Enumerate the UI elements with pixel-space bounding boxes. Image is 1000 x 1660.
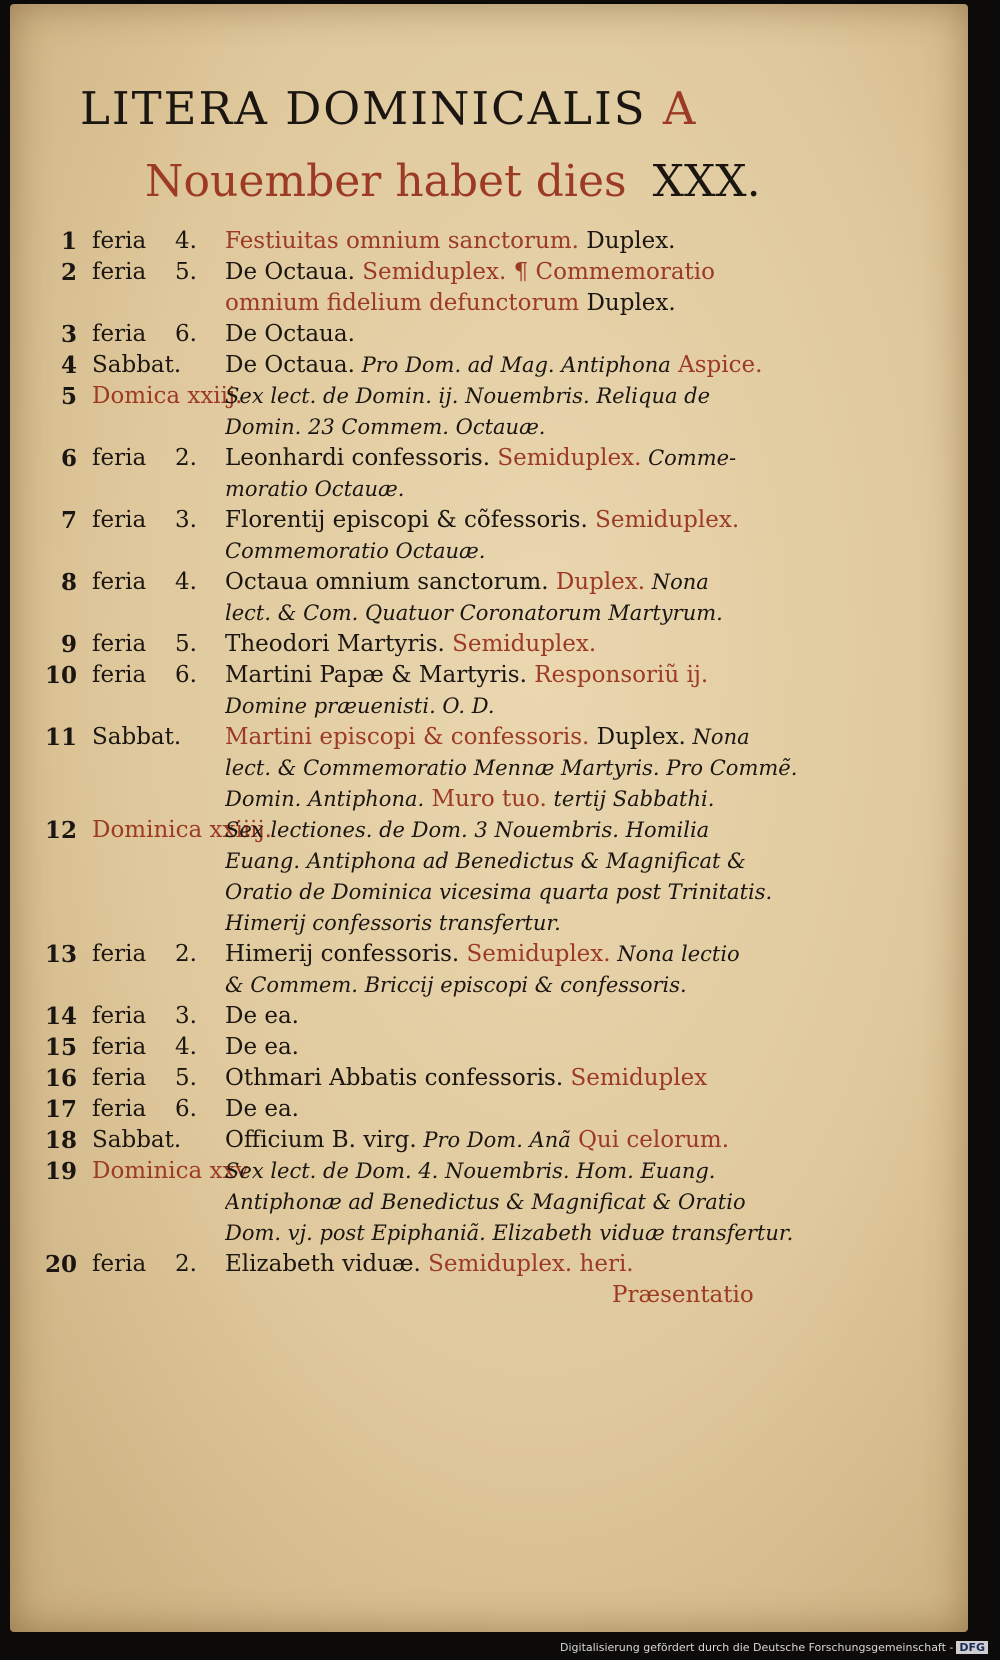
text-segment: Responsoriũ ij. xyxy=(526,662,709,688)
calendar-entry xyxy=(10,319,968,350)
text-segment: Nona lectio xyxy=(610,942,740,966)
entry-text xyxy=(225,350,948,381)
entry-line xyxy=(10,784,968,815)
entry-text xyxy=(225,1249,948,1280)
day-number: 9 xyxy=(60,631,77,658)
entry-line xyxy=(10,288,968,319)
entry-text xyxy=(225,1063,948,1094)
weekday-number: 3. xyxy=(175,507,197,533)
text-segment: Festiuitas omnium sanctorum. xyxy=(225,228,579,254)
text-segment: lect. & Com. Quatuor Coronatorum Martyrum. xyxy=(225,601,723,625)
text-segment: tertij Sabbathi. xyxy=(546,787,715,811)
entry-text xyxy=(225,846,948,877)
text-segment: Domine præuenisti. O. D. xyxy=(225,694,495,718)
day-number: 13 xyxy=(44,941,77,968)
entry-line xyxy=(10,226,968,257)
entry-text xyxy=(225,536,948,567)
weekday-label: feria xyxy=(92,569,147,595)
calendar-entry xyxy=(10,660,968,722)
weekday-number: 6. xyxy=(175,1096,197,1122)
entry-line xyxy=(10,1032,968,1063)
entry-line xyxy=(10,939,968,970)
text-segment: moratio Octauæ. xyxy=(225,477,405,501)
text-segment: De Octaua. xyxy=(225,321,355,347)
weekday-label: feria xyxy=(92,941,147,967)
entry-text xyxy=(225,226,948,257)
weekday-label: feria xyxy=(92,1065,147,1091)
entry-line xyxy=(10,722,968,753)
calendar-entry xyxy=(10,939,968,1001)
text-segment: Sex lect. de Domin. ij. Nouembris. Reliqua de xyxy=(225,384,711,408)
entry-line xyxy=(10,1001,968,1032)
entry-text xyxy=(225,381,948,412)
weekday-label: feria xyxy=(92,445,147,471)
month-title: Nouember habet dies xyxy=(145,156,627,207)
day-number: 19 xyxy=(44,1158,77,1185)
entry-text xyxy=(225,257,948,288)
text-segment: Duplex. xyxy=(579,290,676,316)
entry-line xyxy=(10,1125,968,1156)
footer-text: Digitalisierung gefördert durch die Deutsche Forschungsgemeinschaft - xyxy=(560,1641,954,1654)
calendar-entries xyxy=(10,226,968,1280)
text-segment: omnium fidelium defunctorum xyxy=(225,290,580,316)
entry-line xyxy=(10,1156,968,1187)
calendar-entry xyxy=(10,226,968,257)
calendar-entry xyxy=(10,505,968,567)
weekday-number: 2. xyxy=(175,941,197,967)
weekday-label: feria xyxy=(92,1003,147,1029)
entry-text xyxy=(225,753,948,784)
weekday-number: 3. xyxy=(175,1003,197,1029)
calendar-entry xyxy=(10,1125,968,1156)
day-number: 18 xyxy=(44,1127,77,1154)
weekday-number: 4. xyxy=(175,228,197,254)
entry-line xyxy=(10,970,968,1001)
book-page xyxy=(10,4,968,1632)
text-segment: Semiduplex. xyxy=(490,445,642,471)
calendar-entry xyxy=(10,350,968,381)
weekday-label: feria xyxy=(92,662,147,688)
day-number: 6 xyxy=(60,445,77,472)
text-segment: Domin. 23 Commem. Octauæ. xyxy=(225,415,546,439)
entry-text xyxy=(225,908,948,939)
text-segment: Comme- xyxy=(641,446,737,470)
entry-line xyxy=(10,505,968,536)
weekday-number: 2. xyxy=(175,1251,197,1277)
text-segment: Nona xyxy=(645,570,709,594)
entry-text xyxy=(225,815,948,846)
entry-line xyxy=(10,1063,968,1094)
text-segment: Theodori Martyris. xyxy=(225,631,445,657)
calendar-entry xyxy=(10,629,968,660)
weekday-label: feria xyxy=(92,321,147,347)
weekday-number: 4. xyxy=(175,1034,197,1060)
footer-credit xyxy=(560,1641,990,1654)
calendar-entry xyxy=(10,1001,968,1032)
entry-line xyxy=(10,877,968,908)
text-segment: Euang. Antiphona ad Benedictus & Magnificat & xyxy=(225,849,746,873)
day-number: 12 xyxy=(44,817,77,844)
entry-line xyxy=(10,257,968,288)
text-segment: Officium B. virg. xyxy=(225,1127,417,1153)
entry-line xyxy=(10,691,968,722)
entry-text xyxy=(225,1001,948,1032)
text-segment: Martini Papæ & Martyris. xyxy=(225,662,527,688)
entry-text xyxy=(225,1156,948,1187)
day-number: 7 xyxy=(60,507,77,534)
calendar-entry xyxy=(10,1156,968,1249)
catchword: Præsentatio xyxy=(612,1282,754,1308)
weekday-label: Sabbat. xyxy=(92,352,182,378)
day-count: XXX. xyxy=(652,156,761,207)
calendar-entry xyxy=(10,381,968,443)
calendar-entry xyxy=(10,443,968,505)
entry-text xyxy=(225,567,948,598)
text-segment: Oratio de Dominica vicesima quarta post Trinitatis. xyxy=(225,880,773,904)
day-number: 16 xyxy=(44,1065,77,1092)
entry-text xyxy=(225,412,948,443)
text-segment: De ea. xyxy=(225,1003,299,1029)
day-number: 4 xyxy=(60,352,77,379)
text-segment: Florentij episcopi & cõfessoris. xyxy=(225,507,588,533)
text-segment: Muro tuo. xyxy=(424,786,547,812)
weekday-label: Dominica xxv xyxy=(92,1158,249,1184)
entry-line xyxy=(10,536,968,567)
entry-text xyxy=(225,784,948,815)
entry-text xyxy=(225,1125,948,1156)
entry-text xyxy=(225,1187,948,1218)
day-number: 2 xyxy=(60,259,77,286)
weekday-number: 5. xyxy=(175,259,197,285)
text-segment: Himerij confessoris. xyxy=(225,941,460,967)
page-header xyxy=(80,82,960,135)
text-segment: Himerij confessoris transfertur. xyxy=(225,911,561,935)
text-segment: Elizabeth viduæ. xyxy=(225,1251,421,1277)
calendar-entry xyxy=(10,1032,968,1063)
month-heading xyxy=(145,156,965,207)
text-segment: Dom. vj. post Epiphaniã. Elizabeth viduæ transfertur. xyxy=(225,1221,794,1245)
weekday-label: Dominica xxiiij. xyxy=(92,817,272,843)
text-segment: Sex lectiones. de Dom. 3 Nouembris. Homilia xyxy=(225,818,710,842)
entry-line xyxy=(10,598,968,629)
entry-line xyxy=(10,1218,968,1249)
weekday-number: 5. xyxy=(175,1065,197,1091)
entry-line xyxy=(10,567,968,598)
dominical-letter: A xyxy=(662,82,698,135)
weekday-label: feria xyxy=(92,259,147,285)
weekday-label: feria xyxy=(92,1096,147,1122)
entry-line xyxy=(10,443,968,474)
calendar-entry xyxy=(10,722,968,815)
text-segment: Duplex. xyxy=(589,724,686,750)
day-number: 1 xyxy=(60,228,77,255)
entry-text xyxy=(225,877,948,908)
text-segment: Pro Dom. Anã xyxy=(416,1128,571,1152)
calendar-entry xyxy=(10,257,968,319)
entry-line xyxy=(10,629,968,660)
entry-line xyxy=(10,319,968,350)
weekday-label: feria xyxy=(92,507,147,533)
entry-text xyxy=(225,598,948,629)
entry-line xyxy=(10,474,968,505)
text-segment: Semiduplex. xyxy=(587,507,740,533)
entry-text xyxy=(225,691,948,722)
entry-line xyxy=(10,815,968,846)
text-segment: Semiduplex. xyxy=(459,941,611,967)
text-segment: Duplex. xyxy=(548,569,646,595)
weekday-number: 6. xyxy=(175,321,197,347)
text-segment: Pro Dom. ad Mag. Antiphona xyxy=(354,353,671,377)
entry-line xyxy=(10,1187,968,1218)
entry-line xyxy=(10,1094,968,1125)
weekday-label: feria xyxy=(92,1251,147,1277)
text-segment: lect. & Commemoratio Mennæ Martyris. Pro Commẽ. xyxy=(225,756,798,780)
weekday-number: 4. xyxy=(175,569,197,595)
entry-text xyxy=(225,970,948,1001)
entry-text xyxy=(225,660,948,691)
entry-line xyxy=(10,908,968,939)
day-number: 11 xyxy=(44,724,77,751)
calendar-entry xyxy=(10,1063,968,1094)
calendar-entry xyxy=(10,1249,968,1280)
header-title: LITERA DOMINICALIS xyxy=(80,82,647,135)
text-segment: Qui celorum. xyxy=(570,1127,730,1153)
entry-text xyxy=(225,505,948,536)
entry-line xyxy=(10,846,968,877)
entry-line xyxy=(10,1249,968,1280)
weekday-number: 2. xyxy=(175,445,197,471)
weekday-label: Sabbat. xyxy=(92,1127,182,1153)
day-number: 8 xyxy=(60,569,77,596)
day-number: 17 xyxy=(44,1096,77,1123)
entry-text xyxy=(225,1218,948,1249)
entry-line xyxy=(10,350,968,381)
text-segment: De Octaua. xyxy=(225,352,355,378)
text-segment: Martini episcopi & confessoris. xyxy=(225,724,590,750)
text-segment: Duplex. xyxy=(578,228,676,254)
weekday-label: Domica xxiij. xyxy=(92,383,243,409)
calendar-entry xyxy=(10,567,968,629)
weekday-label: feria xyxy=(92,631,147,657)
day-number: 3 xyxy=(60,321,77,348)
entry-line xyxy=(10,660,968,691)
calendar-entry xyxy=(10,1094,968,1125)
text-segment: Othmari Abbatis confessoris. xyxy=(225,1065,564,1091)
dfg-logo: DFG xyxy=(956,1641,988,1654)
entry-text xyxy=(225,1094,948,1125)
text-segment: Commemoratio Octauæ. xyxy=(225,539,486,563)
text-segment: Antiphonæ ad Benedictus & Magnificat & Oratio xyxy=(225,1190,746,1214)
day-number: 5 xyxy=(60,383,77,410)
weekday-label: Sabbat. xyxy=(92,724,182,750)
calendar-entry xyxy=(10,815,968,939)
entry-text xyxy=(225,1032,948,1063)
weekday-number: 5. xyxy=(175,631,197,657)
text-segment: Semiduplex. heri. xyxy=(420,1251,634,1277)
entry-text xyxy=(225,939,948,970)
text-segment: Leonhardi confessoris. xyxy=(225,445,491,471)
text-segment: Semiduplex xyxy=(563,1065,708,1091)
weekday-number: 6. xyxy=(175,662,197,688)
text-segment: De Octaua. xyxy=(225,259,355,285)
entry-text xyxy=(225,629,948,660)
day-number: 14 xyxy=(44,1003,77,1030)
entry-text xyxy=(225,722,948,753)
entry-text xyxy=(225,288,948,319)
entry-line xyxy=(10,412,968,443)
text-segment: Semiduplex. ¶ Commemoratio xyxy=(354,259,715,285)
text-segment: Domin. Antiphona. xyxy=(225,787,425,811)
text-segment: De ea. xyxy=(225,1034,299,1060)
entry-line xyxy=(10,753,968,784)
text-segment: Octaua omnium sanctorum. xyxy=(225,569,549,595)
text-segment: Nona xyxy=(685,725,750,749)
text-segment: Aspice. xyxy=(670,352,763,378)
day-number: 10 xyxy=(44,662,77,689)
entry-text xyxy=(225,474,948,505)
day-number: 20 xyxy=(44,1251,77,1278)
day-number: 15 xyxy=(44,1034,77,1061)
text-segment: Semiduplex. xyxy=(444,631,597,657)
text-segment: & Commem. Briccij episcopi & confessoris. xyxy=(225,973,687,997)
text-segment: Sex lect. de Dom. 4. Nouembris. Hom. Euang. xyxy=(225,1159,716,1183)
weekday-label: feria xyxy=(92,1034,147,1060)
entry-text xyxy=(225,443,948,474)
text-segment: De ea. xyxy=(225,1096,299,1122)
entry-line xyxy=(10,381,968,412)
weekday-label: feria xyxy=(92,228,147,254)
entry-text xyxy=(225,319,948,350)
